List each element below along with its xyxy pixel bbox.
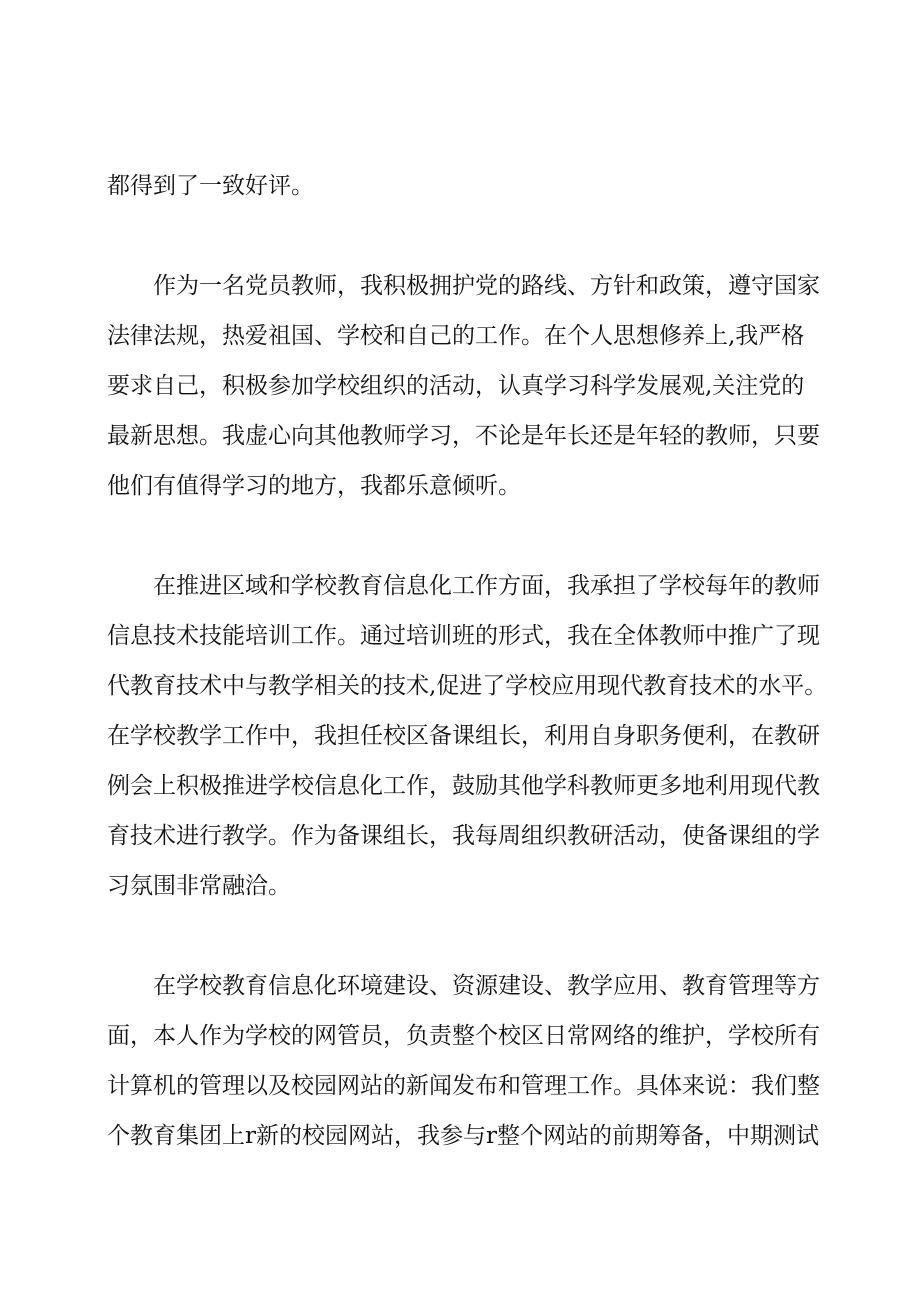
paragraph-3-line-1: 在推进区域和学校教育信息化工作方面，我承担了学校每年的教师 <box>153 573 820 599</box>
paragraph-4-line-1: 在学校教育信息化环境建设、资源建设、教学应用、教育管理等方 <box>153 973 820 999</box>
paragraph-3-line-5: 例会上积极推进学校信息化工作，鼓励其他学科教师更多地利用现代教 <box>107 773 820 799</box>
paragraph-2-line-1: 作为一名党员教师，我积极拥护党的路线、方针和政策，遵守国家 <box>153 273 820 299</box>
paragraph-4-line-3: 计算机的管理以及校园网站的新闻发布和管理工作。具体来说：我们整 <box>107 1073 820 1099</box>
paragraph-2-line-4: 最新思想。我虚心向其他教师学习，不论是年长还是年轻的教师，只要 <box>107 423 820 449</box>
paragraph-2-line-2: 法律法规，热爱祖国、学校和自己的工作。在个人思想修养上,我严格 <box>107 323 805 349</box>
paragraph-3-line-3: 代教育技术中与教学相关的技术,促进了学校应用现代教育技术的水平。 <box>107 673 828 699</box>
paragraph-2-line-3: 要求自己，积极参加学校组织的活动，认真学习科学发展观,关注党的 <box>107 373 805 399</box>
paragraph-4-line-2: 面，本人作为学校的网管员，负责整个校区日常网络的维护，学校所有 <box>107 1023 820 1049</box>
paragraph-1-line-1: 都得到了一致好评。 <box>107 173 314 199</box>
paragraph-3-line-6: 育技术进行教学。作为备课组长，我每周组织教研活动，使备课组的学 <box>107 823 820 849</box>
paragraph-3-line-4: 在学校教学工作中，我担任校区备课组长，利用自身职务便利，在教研 <box>107 723 820 749</box>
paragraph-4-line-4: 个教育集团上r新的校园网站，我参与r整个网站的前期筹备，中期测试 <box>107 1123 819 1149</box>
paragraph-3-line-7: 习氛围非常融洽。 <box>107 873 291 899</box>
paragraph-3-line-2: 信息技术技能培训工作。通过培训班的形式，我在全体教师中推广了现 <box>107 623 820 649</box>
paragraph-2-line-5: 他们有值得学习的地方，我都乐意倾听。 <box>107 473 521 499</box>
